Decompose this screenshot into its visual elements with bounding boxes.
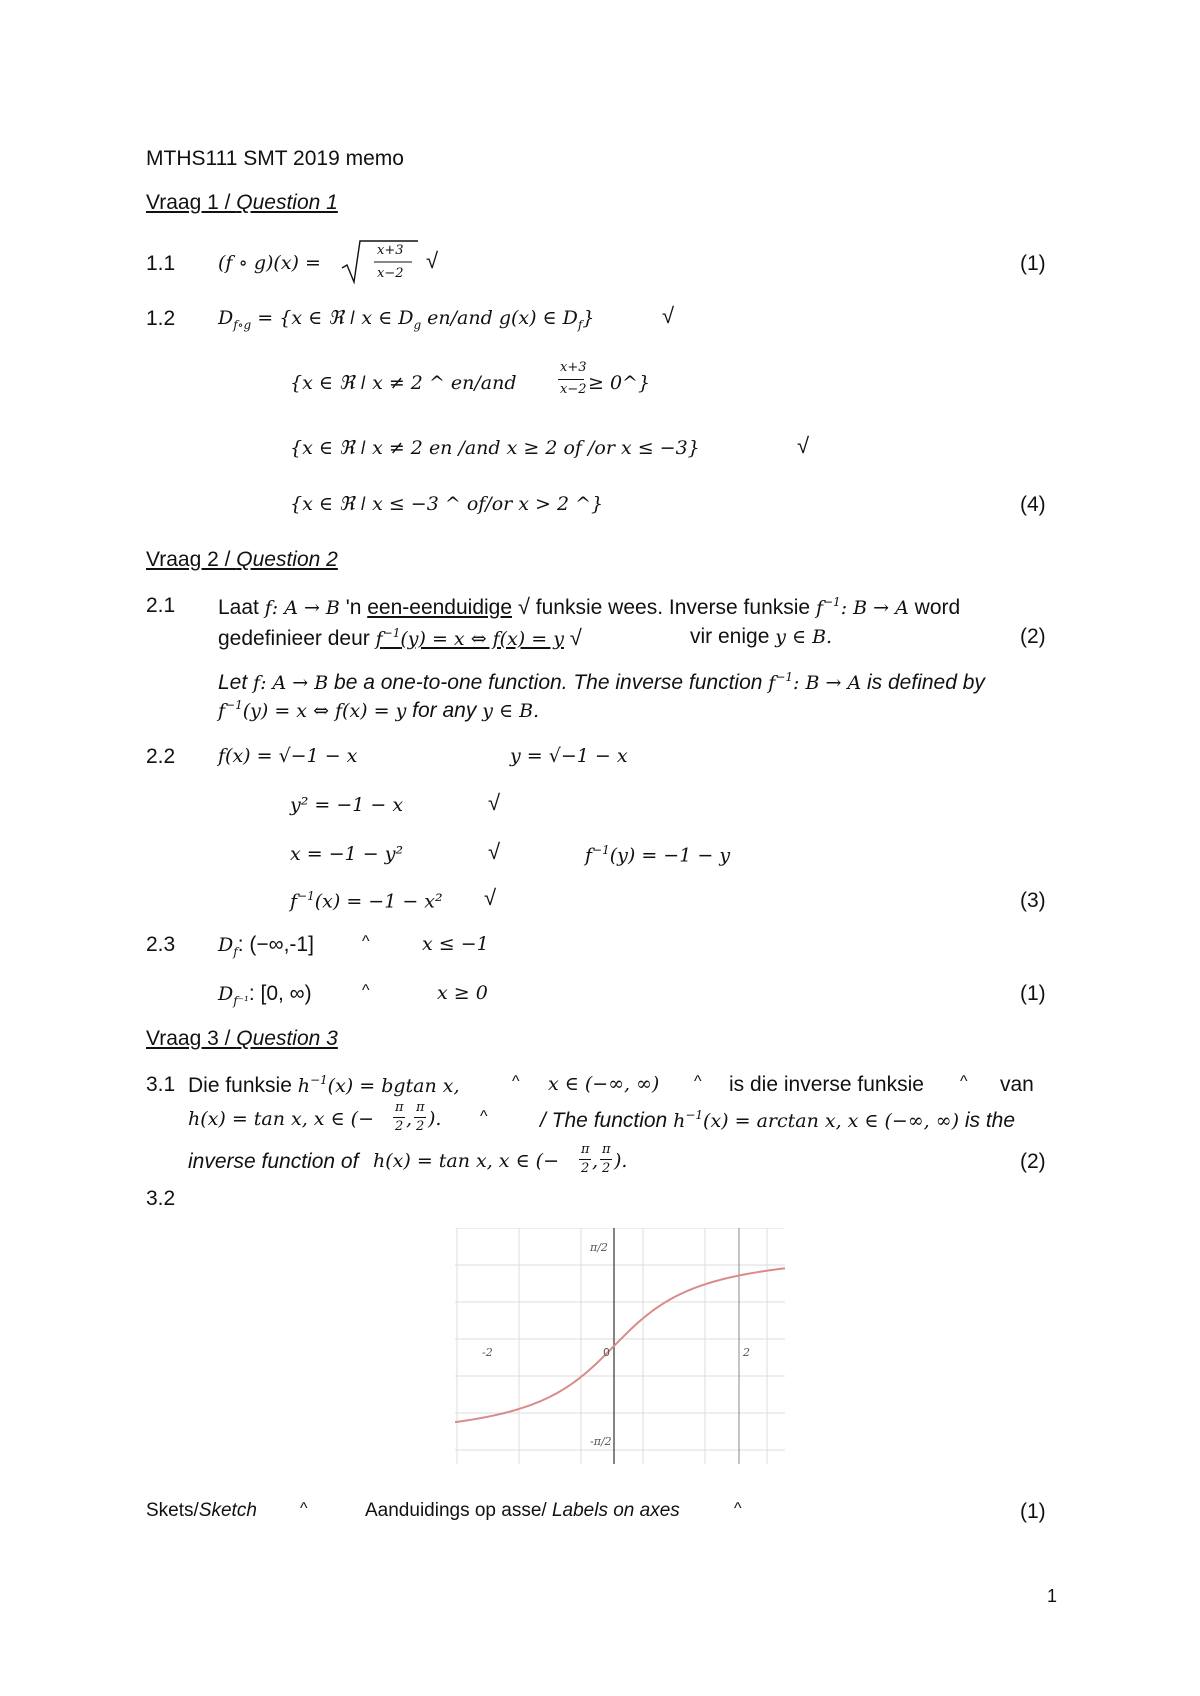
interval: : (−∞,-1] bbox=[237, 933, 314, 956]
mark-3-1: (2) bbox=[1020, 1150, 1046, 1173]
close: ). bbox=[614, 1150, 628, 1172]
caret-mark: ^ bbox=[960, 1073, 968, 1090]
sup: −1 bbox=[592, 843, 610, 857]
m: y ∈ B. bbox=[482, 700, 540, 722]
heading-af: Vraag 2 / bbox=[146, 548, 237, 571]
labels-criterion bbox=[365, 1500, 680, 1522]
t: / The function bbox=[540, 1109, 674, 1132]
sup: −1 bbox=[382, 626, 401, 640]
question-3-heading bbox=[146, 1027, 338, 1051]
m: f bbox=[815, 597, 823, 619]
mark-2-3: (1) bbox=[1020, 982, 1046, 1005]
line2-left: {x ∈ ℜ ǀ x ≠ 2 ^ en/and bbox=[290, 372, 517, 394]
definition: (y) = x ⇔ f(x) = y bbox=[400, 628, 564, 650]
check-mark: √ bbox=[517, 594, 530, 619]
sketch-criterion bbox=[146, 1500, 257, 1522]
item-2-1-english-1 bbox=[218, 670, 985, 695]
t: vir enige bbox=[690, 625, 776, 648]
check-mark: √ bbox=[569, 625, 582, 650]
t: Skets/ bbox=[146, 1500, 199, 1521]
item-2-1-number: 2.1 bbox=[146, 594, 176, 617]
item-1-2-line-3: {x ∈ ℜ ǀ x ≠ 2 en /and x ≥ 2 of /or x ≤ −3} bbox=[290, 437, 700, 459]
item-3-2-number: 3.2 bbox=[146, 1187, 176, 1210]
en-def bbox=[540, 1108, 1015, 1133]
mark-1-2: (4) bbox=[1020, 493, 1046, 516]
check-mark: √ bbox=[662, 303, 675, 328]
heading-af: Vraag 1 / bbox=[146, 191, 237, 214]
caret-mark: ^ bbox=[362, 982, 370, 999]
x-pos-label: 2 bbox=[743, 1346, 750, 1359]
t: Let bbox=[218, 671, 254, 694]
item-2-2-step-2: x = −1 − y² bbox=[290, 843, 404, 865]
y-bottom-label: -π/2 bbox=[590, 1435, 612, 1448]
mark-3-2: (1) bbox=[1020, 1500, 1046, 1523]
m: : B → A bbox=[840, 597, 909, 619]
item-2-3-domain bbox=[218, 933, 314, 959]
m: f bbox=[585, 844, 593, 867]
m: f: A → B bbox=[264, 597, 340, 619]
sup: −1 bbox=[775, 670, 794, 684]
item-2-3-range bbox=[218, 982, 312, 1008]
item-2-2-step-3 bbox=[290, 889, 443, 912]
m: h bbox=[673, 1110, 686, 1132]
item-2-1-english-2 bbox=[218, 698, 539, 723]
check-mark: √ bbox=[488, 790, 501, 815]
page-number: 1 bbox=[1047, 1586, 1058, 1606]
arctan-graph bbox=[455, 1228, 785, 1464]
mark-2-2: (3) bbox=[1020, 889, 1046, 912]
frac-denominator: x−2 bbox=[560, 382, 587, 397]
pi: π bbox=[581, 1142, 590, 1157]
item-1-2-number: 1.2 bbox=[146, 307, 176, 330]
m: (y) = x ⇔ f(x) = y bbox=[242, 700, 407, 722]
m: D bbox=[218, 983, 234, 1005]
origin-label: 0 bbox=[603, 1346, 610, 1359]
m: : B → A bbox=[793, 672, 862, 694]
t: word bbox=[908, 596, 961, 619]
interval: : [0, ∞) bbox=[248, 982, 312, 1005]
frac-denominator: x−2 bbox=[377, 266, 404, 281]
question-1-heading bbox=[146, 191, 338, 215]
m: h bbox=[297, 1075, 310, 1097]
page-title: MTHS111 SMT 2019 memo bbox=[146, 147, 404, 170]
sub-g: g bbox=[413, 317, 422, 332]
sup: −1 bbox=[685, 1108, 704, 1122]
m: (x) = −1 − x² bbox=[314, 890, 443, 913]
item-3-1-text: is die inverse funksie bbox=[729, 1073, 924, 1096]
fog-lhs: (f ∘ g)(x) = bbox=[218, 252, 321, 274]
item-2-2-step-1: y² = −1 − x bbox=[290, 794, 404, 816]
frac-bar bbox=[393, 1117, 405, 1118]
m: f bbox=[290, 890, 298, 913]
sub: f bbox=[233, 945, 238, 960]
t: gedefinieer deur bbox=[218, 627, 376, 650]
frac-bar bbox=[600, 1159, 612, 1160]
h-def: h(x) = tan x, x ∈ (− bbox=[188, 1108, 375, 1130]
frac-numerator: x+3 bbox=[377, 243, 404, 258]
comma: , bbox=[592, 1150, 599, 1172]
t: Aanduidings op asse/ bbox=[365, 1500, 552, 1521]
sup: −1 bbox=[822, 595, 841, 609]
pi: π bbox=[602, 1142, 611, 1157]
item-2-2-number: 2.2 bbox=[146, 745, 176, 768]
m: f bbox=[218, 700, 226, 722]
h-def: h(x) = tan x, x ∈ (− bbox=[373, 1150, 560, 1172]
item-3-1-domain: x ∈ (−∞, ∞) bbox=[548, 1073, 660, 1095]
caret-mark: ^ bbox=[734, 1500, 742, 1517]
mark-2-1: (2) bbox=[1020, 625, 1046, 648]
two: 2 bbox=[581, 1161, 590, 1176]
x-neg-label: -2 bbox=[482, 1346, 493, 1359]
item-2-1-line-2-end bbox=[690, 625, 832, 649]
sub-f: f bbox=[577, 317, 583, 332]
t: 'n bbox=[339, 596, 368, 619]
t: be a one-to-one function. The inverse function bbox=[328, 671, 769, 694]
t: is the bbox=[959, 1109, 1016, 1132]
heading-en: Question 3 bbox=[236, 1027, 338, 1050]
t: funksie wees. Inverse funksie bbox=[535, 596, 816, 619]
item-2-3-number: 2.3 bbox=[146, 933, 176, 956]
mark-1-1: (1) bbox=[1020, 252, 1046, 275]
arctan-curve bbox=[455, 1268, 785, 1422]
t: Die funksie bbox=[188, 1074, 298, 1097]
sub: f∘g bbox=[233, 317, 252, 332]
one-to-one-term: een-eenduidige bbox=[367, 596, 513, 619]
m: f bbox=[375, 628, 383, 650]
item-3-1-van: van bbox=[1000, 1073, 1034, 1096]
caret-mark: ^ bbox=[300, 1500, 308, 1517]
rest2: en/and g(x) ∈ D bbox=[421, 307, 578, 329]
item-2-1-line-2 bbox=[218, 625, 582, 651]
end: } bbox=[582, 307, 595, 329]
item-2-2-inverse-y bbox=[585, 843, 730, 866]
check-mark: √ bbox=[484, 885, 497, 910]
D: D bbox=[218, 307, 234, 329]
pi: π bbox=[395, 1100, 404, 1115]
y-top-label: π/2 bbox=[590, 1241, 608, 1254]
item-2-3-condition: x ≤ −1 bbox=[422, 933, 489, 955]
m: f bbox=[768, 672, 776, 694]
m: D bbox=[218, 934, 234, 956]
heading-en: Question 1 bbox=[236, 191, 338, 214]
caret-mark: ^ bbox=[362, 933, 370, 950]
check-mark: √ bbox=[426, 248, 439, 273]
caret-mark: ^ bbox=[694, 1073, 702, 1090]
item-3-1-number: 3.1 bbox=[146, 1073, 176, 1096]
t: Laat bbox=[218, 596, 265, 619]
heading-en: Question 2 bbox=[236, 548, 338, 571]
item-1-2-line-1 bbox=[218, 307, 594, 332]
t: is defined by bbox=[861, 671, 985, 694]
item-1-2-line-4: {x ∈ ℜ ǀ x ≤ −3 ^ of/or x > 2 ^} bbox=[290, 493, 604, 515]
m: (y) = −1 − y bbox=[609, 844, 731, 867]
heading-af: Vraag 3 / bbox=[146, 1027, 237, 1050]
sup: −1 bbox=[309, 1073, 328, 1087]
item-1-1-number: 1.1 bbox=[146, 252, 176, 275]
check-mark: √ bbox=[488, 839, 501, 864]
frac-bar bbox=[558, 379, 584, 380]
pi: π bbox=[416, 1100, 425, 1115]
item-2-3-condition-2: x ≥ 0 bbox=[437, 982, 488, 1004]
t: inverse function of bbox=[188, 1150, 359, 1173]
m: (x) = bgtan x, bbox=[327, 1075, 460, 1097]
item-3-1-line-1 bbox=[188, 1073, 460, 1098]
sup: −1 bbox=[225, 698, 243, 712]
item-2-1-line-1 bbox=[218, 594, 960, 620]
two: 2 bbox=[395, 1119, 404, 1134]
t: Labels on axes bbox=[551, 1500, 680, 1521]
caret-mark: ^ bbox=[512, 1073, 520, 1090]
line2-right: ≥ 0^} bbox=[588, 372, 651, 394]
question-2-heading bbox=[146, 548, 338, 572]
rest: = {x ∈ ℜ ǀ x ∈ D bbox=[251, 307, 414, 329]
m: f: A → B bbox=[253, 672, 329, 694]
two: 2 bbox=[416, 1119, 425, 1134]
item-2-2-y: y = √−1 − x bbox=[510, 745, 628, 767]
grid-lines bbox=[455, 1228, 785, 1464]
caret-mark: ^ bbox=[480, 1108, 488, 1125]
m: (x) = arctan x, x ∈ (−∞, ∞) bbox=[703, 1110, 959, 1132]
frac-numerator: x+3 bbox=[560, 360, 587, 375]
sub: f⁻¹ bbox=[233, 994, 249, 1009]
sup: −1 bbox=[297, 889, 315, 903]
close: ). bbox=[428, 1108, 442, 1130]
comma: , bbox=[406, 1108, 413, 1130]
item-2-2-fx: f(x) = √−1 − x bbox=[218, 745, 358, 767]
t: Sketch bbox=[198, 1500, 257, 1521]
two: 2 bbox=[602, 1161, 611, 1176]
m: y ∈ B. bbox=[775, 626, 833, 648]
check-mark: √ bbox=[797, 433, 810, 458]
frac-bar bbox=[579, 1159, 591, 1160]
t: for any bbox=[406, 699, 483, 722]
frac-bar bbox=[414, 1117, 426, 1118]
